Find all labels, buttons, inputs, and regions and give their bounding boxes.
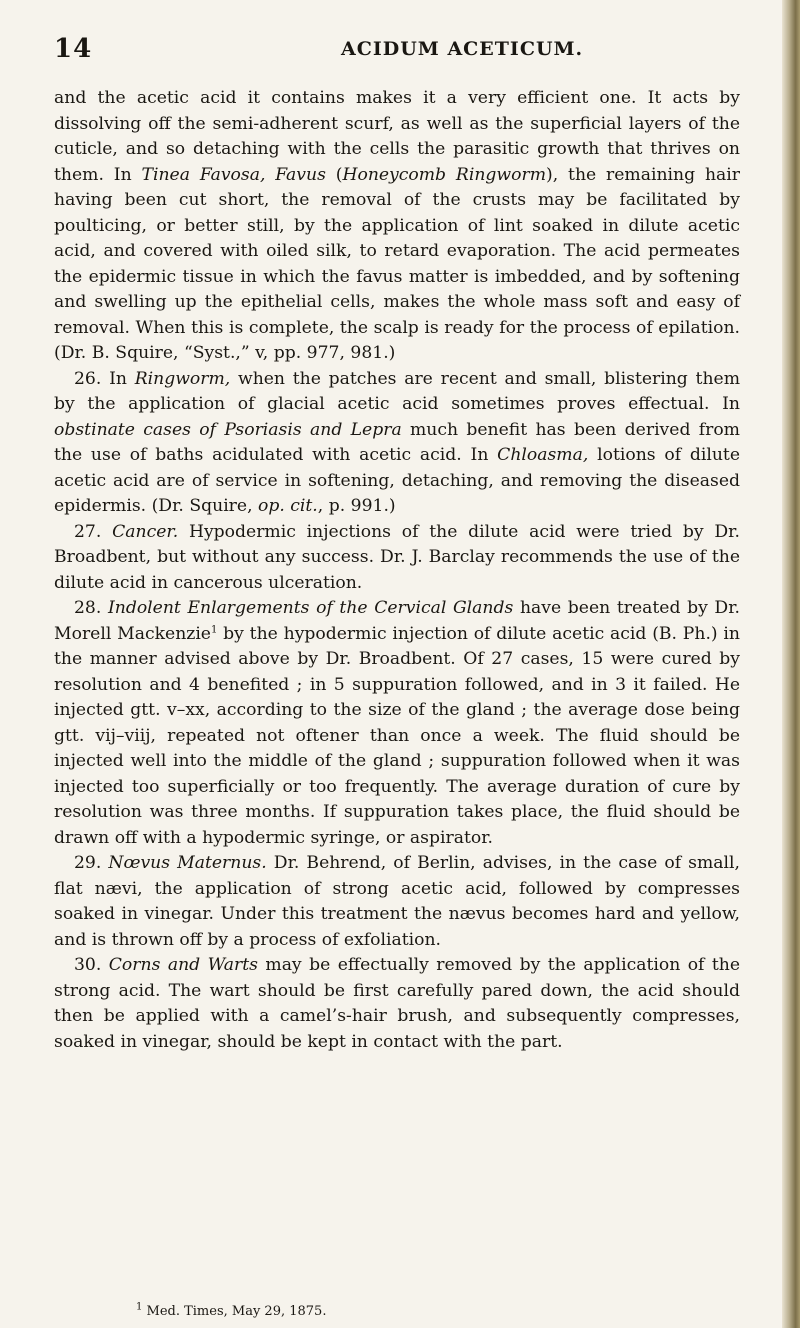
italic-term: Nœvus Maternus.	[108, 853, 267, 873]
italic-term: Ringworm,	[134, 368, 231, 389]
text-run: , p. 991.)	[317, 496, 396, 516]
text-run: lotions of dilute acetic acid are of service in softening, detaching, and removing the diseased epidermis. (Dr. Squire,	[54, 445, 740, 516]
text-run: Hypodermic injections of the dilute acid were tried by Dr. Broadbent, but without any success. Dr. J. Barclay recommends the use of the dilute acid in cancerous ulceration.	[54, 521, 740, 593]
page-number: 14	[54, 34, 93, 64]
italic-term: Tinea Favosa, Favus	[141, 164, 326, 185]
text-run: much benefit has been derived from the use of baths acidulated with acetic acid. In	[54, 419, 740, 465]
italic-term: Chloasma,	[497, 445, 589, 465]
italic-term: Honeycomb Ringworm	[342, 164, 546, 185]
footnote-text: Med. Times, May 29, 1875.	[146, 1304, 327, 1319]
running-head: ACIDUM ACETICUM.	[341, 38, 584, 60]
text-run: by the hypodermic injection of dilute acetic acid (B. Ph.) in the manner advised above by Dr. Broadbent. Of 27 cases, 15 were cured by resolution and 4 benefited ; in 5 suppuration followed, and in 3 it failed. He injected gtt. v–xx, according to the size of the gland ; the average dose being gtt. vij–viij, repeated not oftener than once a week. The fluid should be injected well into the middle of the gland ; suppuration followed when it was injected too superficially or too frequently. The average duration of cure by resolution was three months. If suppuration takes place, the fluid should be drawn off with a hypodermic syringe, or aspirator.	[54, 623, 740, 848]
text-run: 30.	[74, 955, 109, 975]
body-text	[54, 86, 740, 1055]
page-header	[54, 34, 744, 68]
paragraph-28	[54, 596, 740, 851]
text-run: and the acetic acid it contains makes it a very efficient one. It acts by dissolving off the semi-adherent scurf, as well as the superficial layers of the cuticle, and so detaching with the cells the parasitic growth that thrives on them. In	[54, 88, 740, 185]
text-run: Dr. Behrend, of Berlin, advises, in the case of small, flat nævi, the application of strong acetic acid, followed by compresses soaked in vinegar. Under this treatment the nævus becomes hard and yellow, and is thrown off by a process of exfoliation.	[54, 853, 740, 950]
text-run: may be effectually removed by the application of the strong acid. The wart should be first carefully pared down, the acid should then be applied with a camel’s-hair brush, and subsequently compresses, soaked in vinegar, should be kept in contact with the part.	[54, 955, 740, 1052]
text-run: have been treated by Dr. Morell Mackenzie	[54, 598, 740, 644]
italic-term: Corns and Warts	[108, 955, 258, 975]
text-run: 29.	[74, 853, 109, 873]
text-run: 26. In	[74, 368, 135, 389]
text-run: 28.	[74, 598, 108, 618]
italic-term: op. cit.	[258, 496, 318, 516]
paragraph-27	[54, 520, 740, 597]
paragraph-29	[54, 851, 740, 953]
italic-term: obstinate cases of Psoriasis and Lepra	[54, 419, 402, 440]
text-run: ), the remaining hair having been cut short, the removal of the crusts may be facilitated by poulticing, or better still, by the application of lint soaked in dilute acetic acid, and covered with oiled silk, to retard evaporation. The acid permeates the epidermic tissue in which the favus matter is imbedded, and by softening and swelling up the epithelial cells, makes the whole mass soft and easy of removal. When this is complete, the scalp is ready for the process of epilation. (Dr. B. Squire, “Syst.,” v, pp. 977, 981.)	[54, 164, 741, 363]
footnote-mark: 1	[136, 1301, 143, 1313]
paragraph-continuation	[54, 86, 740, 367]
text-run: when the patches are recent and small, blistering them by the application of glacial acetic acid sometimes proves effectual. In	[54, 368, 741, 414]
italic-term: Cancer.	[112, 521, 179, 542]
footnote-ref: 1	[210, 623, 218, 635]
text-run: (	[325, 164, 343, 185]
italic-term: Indolent Enlargements of the Cervical Glands	[107, 598, 514, 618]
paragraph-26	[54, 367, 740, 520]
footnote	[136, 1301, 327, 1320]
page-edge-shadow	[782, 0, 800, 1328]
text-run: 27.	[74, 521, 113, 542]
paragraph-30	[54, 953, 740, 1055]
